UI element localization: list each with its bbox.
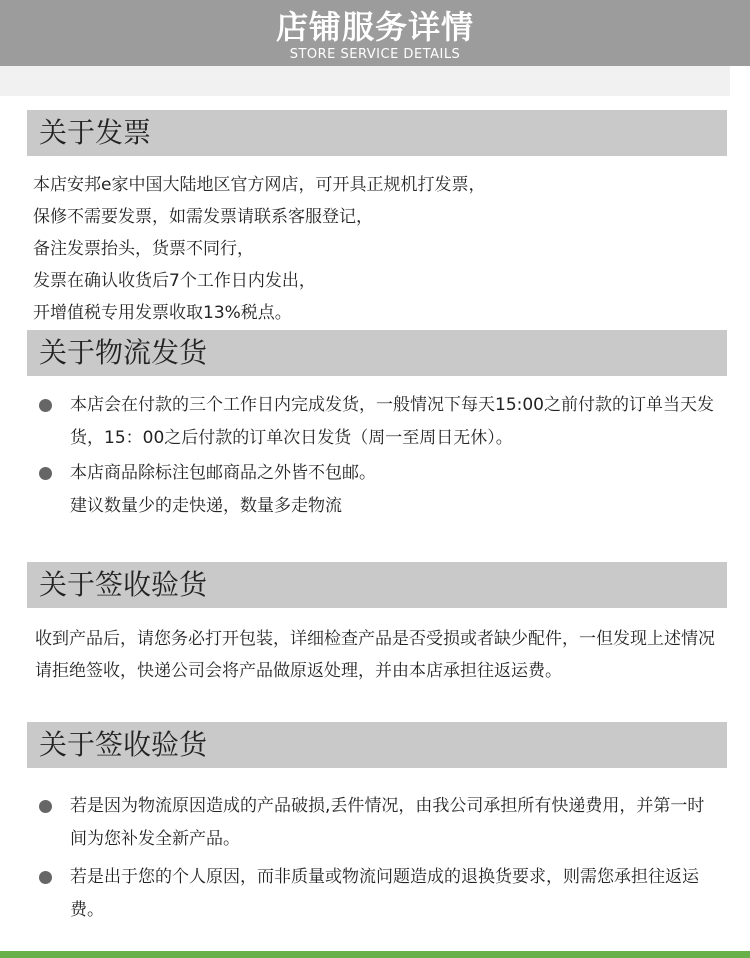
section-header-returns bbox=[27, 722, 727, 768]
returns-item-1: 若是因为物流原因造成的产品破损,丢件情况，由我公司承担所有快递费用，并第一时间为您补发全新产品。 bbox=[70, 796, 705, 849]
section-title-returns: 关于签收验货 bbox=[39, 728, 208, 761]
bullet-icon bbox=[39, 399, 52, 412]
section-header-invoice bbox=[27, 110, 727, 156]
section-title-invoice: 关于发票 bbox=[39, 116, 152, 149]
page-title: 店铺服务详情 bbox=[275, 8, 474, 46]
section-title-inspection: 关于签收验货 bbox=[39, 568, 208, 601]
invoice-line-2: 保修不需要发票，如需发票请联系客服登记， bbox=[33, 207, 373, 227]
bullet-icon bbox=[39, 800, 52, 813]
shipping-item-1: 本店会在付款的三个工作日内完成发货，一般情况下每天15:00之前付款的订单当天发货，15：00之后付款的订单次日发货（周一至周日无休）。 bbox=[70, 395, 714, 448]
section-header-shipping bbox=[27, 330, 727, 376]
footer-accent-bar bbox=[0, 951, 750, 958]
section-header-inspection bbox=[27, 562, 727, 608]
store-service-header bbox=[0, 0, 750, 66]
returns-item-2: 若是出于您的个人原因，而非质量或物流问题造成的退换货要求，则需您承担往返运费。 bbox=[70, 867, 699, 920]
invoice-line-5: 开增值税专用发票收取13%税点。 bbox=[33, 303, 292, 323]
shipping-item-2: 本店商品除标注包邮商品之外皆不包邮。建议数量少的走快递，数量多走物流 bbox=[70, 463, 376, 516]
inspection-text: 收到产品后，请您务必打开包装，详细检查产品是否受损或者缺少配件，一但发现上述情况请拒绝签收，快递公司会将产品做原返处理，并由本店承担往返运费。 bbox=[35, 629, 715, 681]
header-band bbox=[0, 66, 730, 96]
invoice-line-4: 发票在确认收货后7个工作日内发出， bbox=[33, 271, 316, 291]
section-title-shipping: 关于物流发货 bbox=[39, 336, 208, 369]
page-subtitle: STORE SERVICE DETAILS bbox=[289, 47, 461, 62]
invoice-line-3: 备注发票抬头，货票不同行， bbox=[33, 239, 254, 259]
bullet-icon bbox=[39, 871, 52, 884]
bullet-icon bbox=[39, 467, 52, 480]
invoice-line-1: 本店安邦e家中国大陆地区官方网店，可开具正规机打发票， bbox=[33, 175, 486, 195]
